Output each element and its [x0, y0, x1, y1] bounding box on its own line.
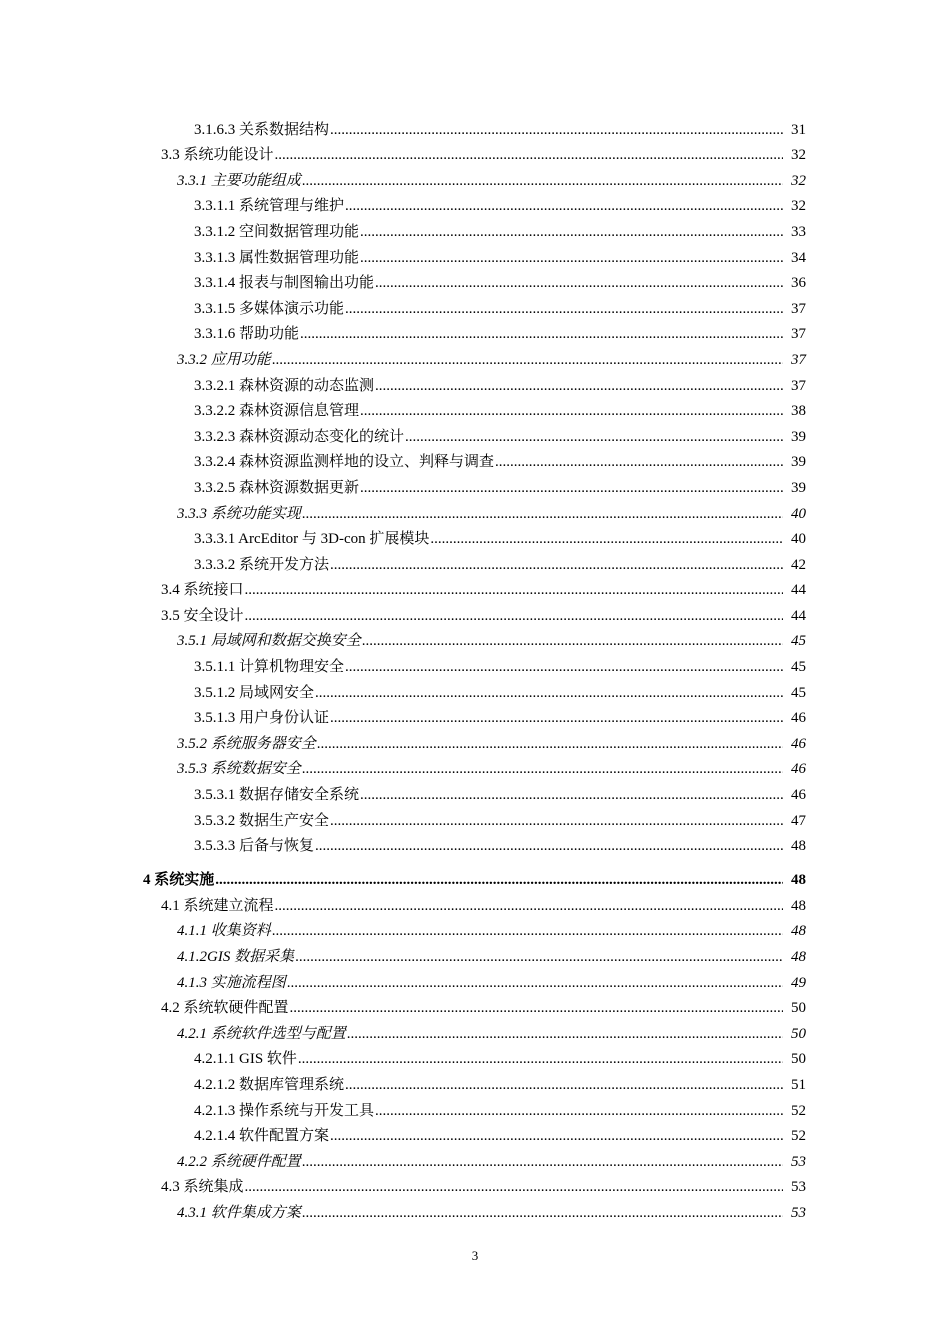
toc-entry-title: 3.3.2.1 森林资源的动态监测 — [194, 377, 375, 394]
toc-dot-leader — [295, 948, 783, 966]
toc-entry-title: 3.1.6.3 关系数据结构 — [194, 121, 330, 138]
toc-entry[interactable] — [0, 917, 950, 943]
toc-dot-leader — [430, 530, 783, 548]
toc-dot-leader — [330, 1127, 783, 1145]
toc-entry-page: 45 — [791, 633, 806, 650]
toc-dot-leader — [375, 377, 783, 395]
toc-entry[interactable] — [0, 1147, 950, 1173]
toc-entry[interactable] — [0, 704, 950, 730]
toc-entry-page: 32 — [791, 147, 806, 164]
toc-dot-leader — [275, 897, 783, 915]
toc-entry-page: 45 — [791, 684, 806, 701]
toc-entry-page: 33 — [791, 223, 806, 240]
toc-entry-title: 4 系统实施 — [143, 872, 215, 889]
toc-entry[interactable] — [0, 755, 950, 781]
toc-dot-leader — [360, 402, 783, 420]
toc-dot-leader — [287, 974, 783, 992]
toc-entry-page: 45 — [791, 659, 806, 676]
toc-entry-title: 3.3.1.3 属性数据管理功能 — [194, 249, 360, 266]
toc-dot-leader — [360, 223, 783, 241]
toc-entry-title: 3.3.2.5 森林资源数据更新 — [194, 479, 360, 496]
toc-entry-title: 3.5.3.1 数据存储安全系统 — [194, 787, 360, 804]
toc-entry-page: 42 — [791, 556, 806, 573]
toc-entry-page: 46 — [791, 710, 806, 727]
toc-entry-page: 50 — [791, 1000, 806, 1017]
toc-entry-page: 38 — [791, 403, 806, 420]
toc-entry-page: 31 — [791, 121, 806, 138]
toc-dot-leader — [347, 1025, 783, 1043]
toc-entry[interactable] — [0, 1122, 950, 1148]
toc-dot-leader — [315, 684, 783, 702]
toc-entry[interactable] — [0, 269, 950, 295]
toc-entry-page: 48 — [791, 923, 806, 940]
toc-dot-leader — [215, 871, 783, 889]
toc-entry-title: 3.5.1 局域网和数据交换安全 — [177, 633, 361, 650]
toc-entry[interactable] — [0, 729, 950, 755]
toc-entry-page: 37 — [791, 300, 806, 317]
toc-entry-title: 3.3.1.4 报表与制图输出功能 — [194, 275, 375, 292]
toc-entry[interactable] — [0, 473, 950, 499]
toc-entry[interactable] — [0, 1045, 950, 1071]
toc-entry[interactable] — [0, 968, 950, 994]
toc-dot-leader — [375, 274, 783, 292]
toc-entry[interactable] — [0, 499, 950, 525]
toc-dot-leader — [317, 735, 783, 753]
toc-entry-title: 3.3.1 主要功能组成 — [177, 172, 301, 189]
toc-entry[interactable] — [0, 115, 950, 141]
toc-entry-page: 37 — [791, 377, 806, 394]
toc-entry[interactable] — [0, 806, 950, 832]
toc-entry-page: 52 — [791, 1102, 806, 1119]
toc-entry-title: 3.3.1.6 帮助功能 — [194, 326, 300, 343]
toc-entry[interactable] — [0, 525, 950, 551]
toc-entry-page: 44 — [791, 607, 806, 624]
toc-entry[interactable] — [0, 141, 950, 167]
toc-entry[interactable] — [0, 371, 950, 397]
toc-entry[interactable] — [0, 1173, 950, 1199]
toc-dot-leader — [360, 479, 783, 497]
toc-entry[interactable] — [0, 448, 950, 474]
toc-dot-leader — [330, 556, 783, 574]
toc-entry-page: 36 — [791, 275, 806, 292]
toc-entry-page: 40 — [791, 505, 806, 522]
toc-dot-leader — [245, 581, 783, 599]
toc-entry-title: 4.1 系统建立流程 — [161, 897, 274, 914]
toc-entry-title: 3.3.3 系统功能实现 — [177, 505, 301, 522]
toc-entry[interactable] — [0, 550, 950, 576]
toc-entry-page: 48 — [791, 838, 806, 855]
toc-entry[interactable] — [0, 1070, 950, 1096]
toc-entry-page: 52 — [791, 1128, 806, 1145]
toc-entry-page: 46 — [791, 735, 806, 752]
toc-entry-page: 53 — [791, 1204, 806, 1221]
toc-entry-title: 3.3 系统功能设计 — [161, 147, 274, 164]
toc-entry-title: 4.2 系统软硬件配置 — [161, 1000, 289, 1017]
toc-entry[interactable] — [0, 891, 950, 917]
toc-dot-leader — [298, 1050, 783, 1068]
toc-entry-page: 48 — [791, 949, 806, 965]
toc-dot-leader — [272, 351, 783, 369]
toc-dot-leader — [272, 922, 783, 940]
table-of-contents — [0, 115, 950, 1224]
toc-entry[interactable] — [0, 652, 950, 678]
toc-entry[interactable] — [0, 1096, 950, 1122]
toc-entry[interactable] — [0, 345, 950, 371]
toc-entry-page: 34 — [791, 249, 806, 266]
toc-entry-page: 53 — [791, 1153, 806, 1170]
toc-dot-leader — [495, 453, 783, 471]
toc-dot-leader — [315, 837, 783, 855]
toc-entry-title: 4.1.3 实施流程图 — [177, 974, 286, 991]
toc-entry-title: 3.4 系统接口 — [161, 582, 244, 599]
toc-entry[interactable] — [0, 166, 950, 192]
toc-entry[interactable] — [0, 601, 950, 627]
toc-dot-leader — [302, 172, 783, 190]
toc-entry-page: 48 — [791, 872, 806, 889]
toc-entry-title: 3.5.3 系统数据安全 — [177, 761, 301, 778]
toc-entry-page: 39 — [791, 428, 806, 445]
toc-entry-page: 44 — [791, 582, 806, 599]
toc-dot-leader — [302, 1153, 783, 1171]
toc-entry-page: 50 — [791, 1051, 806, 1068]
toc-entry[interactable] — [0, 994, 950, 1020]
toc-entry-page: 39 — [791, 454, 806, 471]
toc-entry-title: 3.5 安全设计 — [161, 607, 244, 624]
toc-dot-leader — [345, 658, 783, 676]
toc-entry-page: 46 — [791, 761, 806, 778]
toc-dot-leader — [330, 812, 783, 830]
toc-entry-page: 53 — [791, 1179, 806, 1196]
toc-dot-leader — [345, 1076, 783, 1094]
toc-dot-leader — [290, 999, 783, 1017]
toc-entry-title: 3.3.2.3 森林资源动态变化的统计 — [194, 428, 405, 445]
toc-dot-leader — [330, 121, 783, 139]
toc-entry[interactable] — [0, 942, 950, 968]
toc-entry[interactable] — [0, 397, 950, 423]
toc-entry[interactable] — [0, 576, 950, 602]
toc-entry-page: 47 — [791, 812, 806, 829]
toc-entry-title: 3.5.3.3 后备与恢复 — [194, 838, 315, 855]
toc-entry-title: 3.3.3.1 ArcEditor 与 3D-con 扩展模块 — [194, 531, 430, 548]
toc-entry-title: 4.1.1 收集资料 — [177, 923, 271, 940]
toc-entry-page: 32 — [791, 198, 806, 215]
toc-dot-leader — [360, 249, 783, 267]
toc-entry-page: 46 — [791, 787, 806, 804]
toc-entry[interactable] — [0, 1019, 950, 1045]
toc-entry-title: 4.3 系统集成 — [161, 1179, 244, 1196]
toc-entry-title: 4.2.1.1 GIS 软件 — [194, 1051, 297, 1068]
toc-dot-leader — [245, 1178, 783, 1196]
toc-entry[interactable] — [0, 861, 950, 891]
toc-dot-leader — [375, 1102, 783, 1120]
toc-entry[interactable] — [0, 1198, 950, 1224]
toc-entry-title: 3.5.1.2 局域网安全 — [194, 684, 315, 701]
toc-dot-leader — [360, 786, 783, 804]
toc-entry-page: 48 — [791, 897, 806, 914]
toc-entry-title: 3.5.1.3 用户身份认证 — [194, 710, 330, 727]
toc-entry-title: 3.3.3.2 系统开发方法 — [194, 556, 330, 573]
toc-entry[interactable] — [0, 294, 950, 320]
toc-entry-title: 4.1.2GIS 数据采集 — [177, 949, 295, 965]
toc-entry-title: 3.3.1.1 系统管理与维护 — [194, 198, 345, 215]
toc-entry-page: 51 — [791, 1076, 806, 1093]
toc-entry-title: 3.3.2.2 森林资源信息管理 — [194, 403, 360, 420]
toc-entry-page: 32 — [791, 172, 806, 189]
toc-entry[interactable] — [0, 217, 950, 243]
toc-entry-title: 3.3.1.2 空间数据管理功能 — [194, 223, 360, 240]
toc-entry-title: 4.2.1.2 数据库管理系统 — [194, 1076, 345, 1093]
toc-entry[interactable] — [0, 780, 950, 806]
toc-dot-leader — [302, 760, 783, 778]
toc-entry[interactable] — [0, 627, 950, 653]
toc-dot-leader — [302, 1204, 783, 1222]
toc-entry-title: 4.2.2 系统硬件配置 — [177, 1153, 301, 1170]
toc-entry-title: 3.5.1.1 计算机物理安全 — [194, 659, 345, 676]
toc-dot-leader — [362, 632, 783, 650]
page-number: 3 — [471, 1248, 479, 1263]
toc-entry-title: 4.2.1.3 操作系统与开发工具 — [194, 1102, 375, 1119]
toc-entry-page: 37 — [791, 326, 806, 343]
toc-entry-page: 50 — [791, 1025, 806, 1042]
toc-entry-title: 4.2.1 系统软件选型与配置 — [177, 1025, 346, 1042]
toc-entry-page: 39 — [791, 479, 806, 496]
toc-dot-leader — [300, 325, 783, 343]
toc-entry-title: 3.5.3.2 数据生产安全 — [194, 812, 330, 829]
toc-entry-title: 3.5.2 系统服务器安全 — [177, 735, 316, 752]
toc-entry[interactable] — [0, 320, 950, 346]
toc-entry-title: 4.3.1 软件集成方案 — [177, 1204, 301, 1221]
toc-entry-title: 3.3.1.5 多媒体演示功能 — [194, 300, 345, 317]
toc-entry[interactable] — [0, 422, 950, 448]
toc-dot-leader — [405, 428, 783, 446]
toc-dot-leader — [245, 607, 783, 625]
toc-entry-page: 49 — [791, 974, 806, 991]
toc-entry[interactable] — [0, 678, 950, 704]
toc-dot-leader — [345, 197, 783, 215]
toc-entry-title: 3.3.2.4 森林资源监测样地的设立、判释与调查 — [194, 454, 495, 471]
toc-dot-leader — [275, 146, 783, 164]
toc-entry-title: 3.3.2 应用功能 — [177, 351, 271, 368]
toc-entry-title: 4.2.1.4 软件配置方案 — [194, 1128, 330, 1145]
toc-entry[interactable] — [0, 243, 950, 269]
toc-dot-leader — [345, 300, 783, 318]
toc-dot-leader — [330, 709, 783, 727]
toc-entry[interactable] — [0, 832, 950, 858]
toc-entry-page: 37 — [791, 351, 806, 368]
toc-entry-page: 40 — [791, 531, 806, 548]
toc-dot-leader — [302, 505, 783, 523]
toc-entry[interactable] — [0, 192, 950, 218]
